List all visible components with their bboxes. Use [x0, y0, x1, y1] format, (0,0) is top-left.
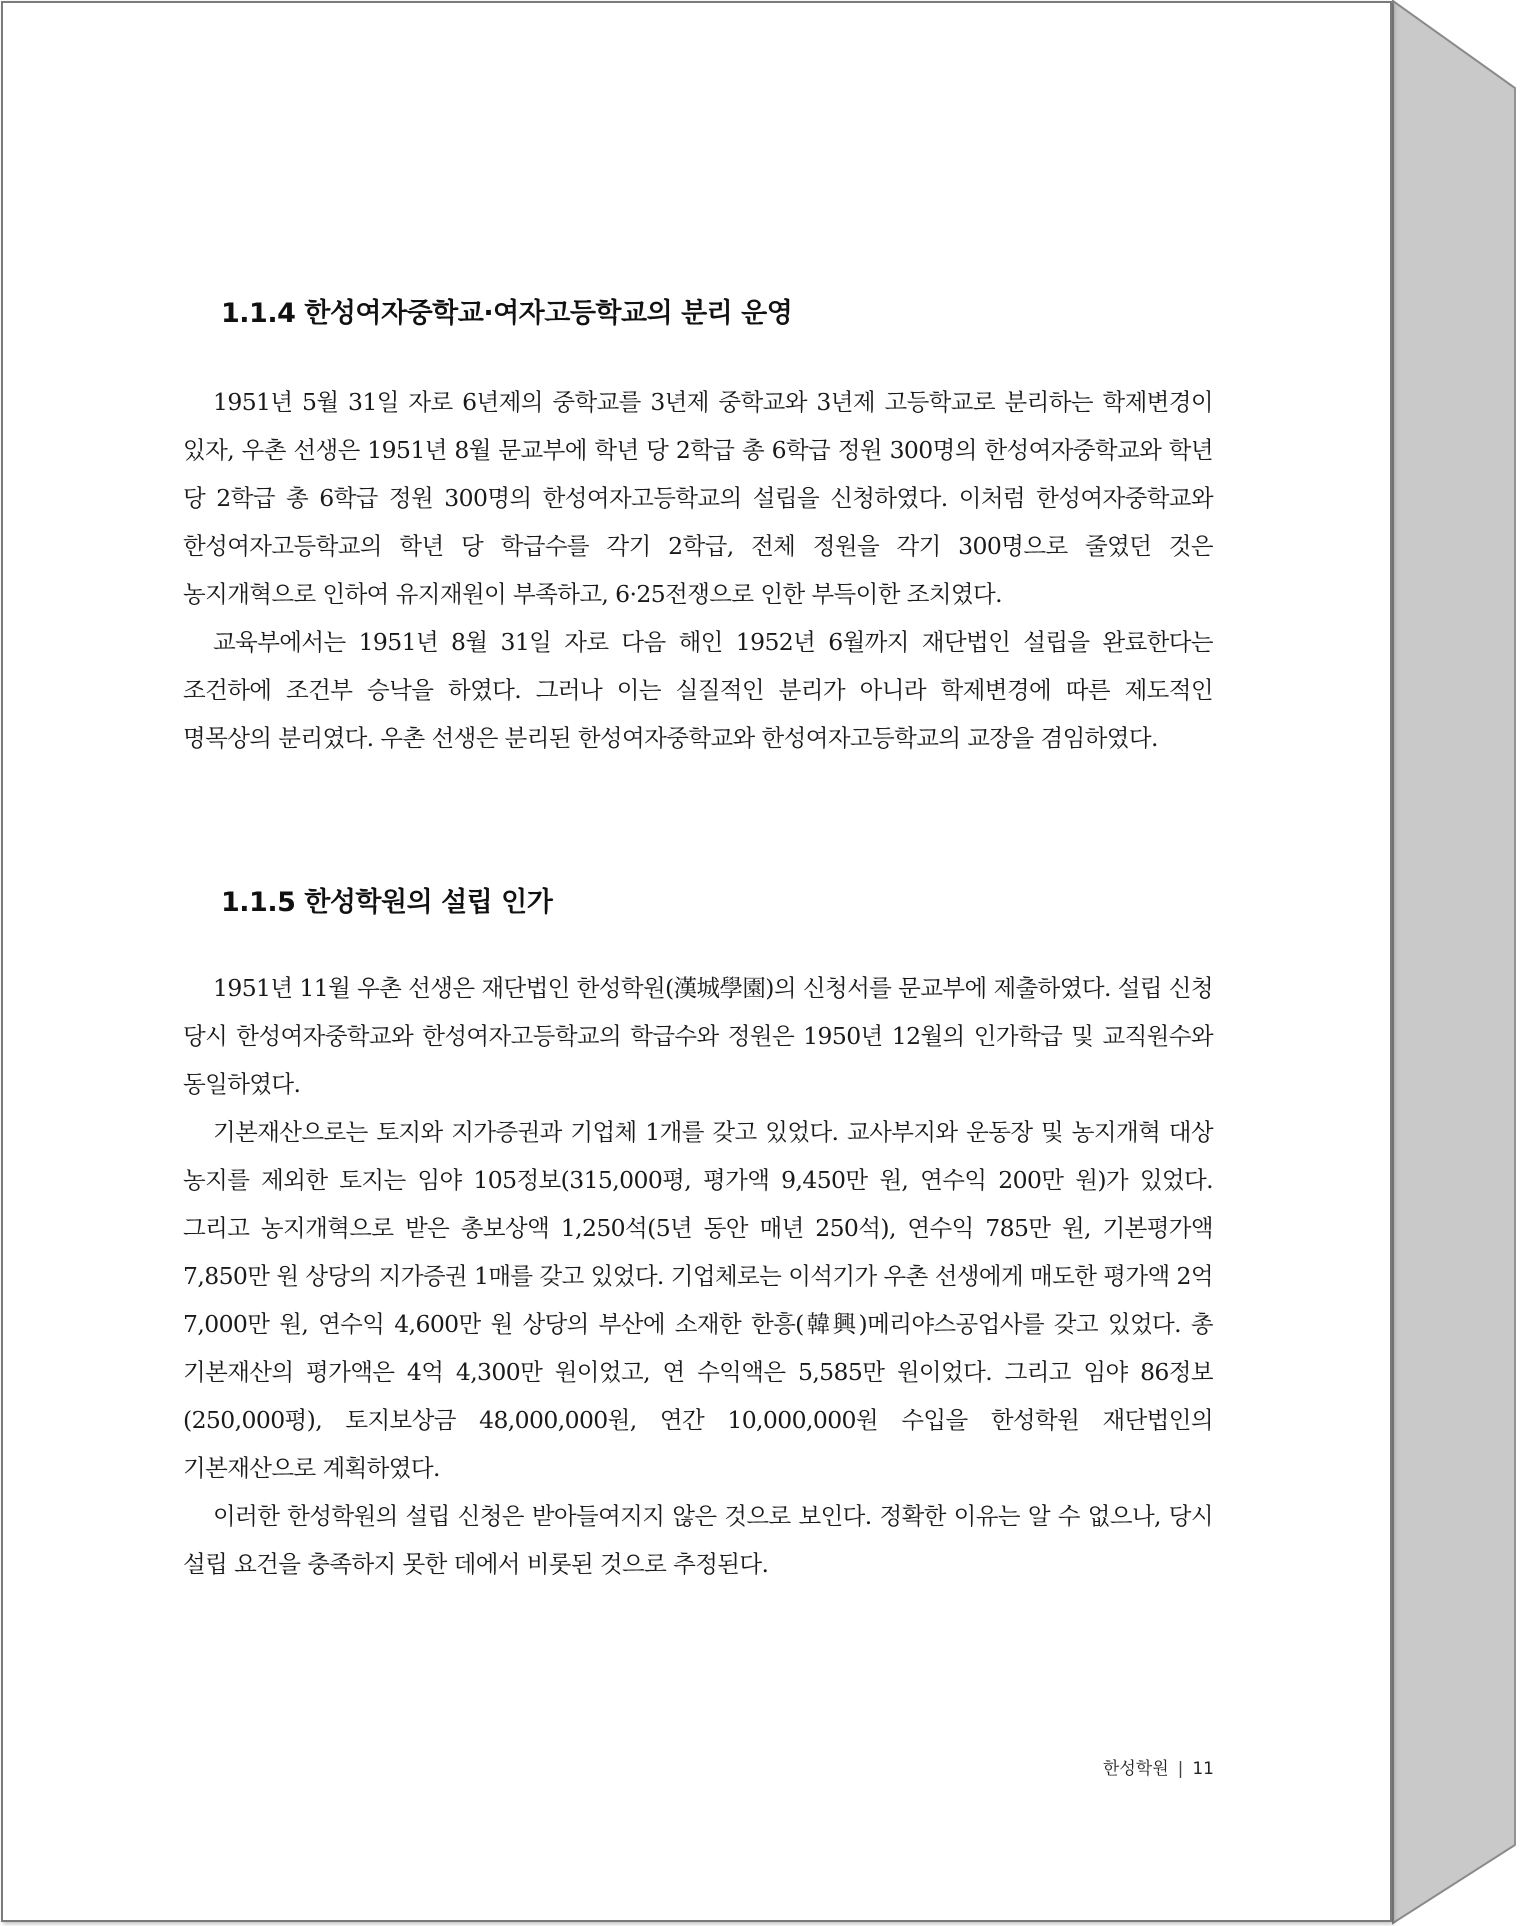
- page-stack-side-face: [1393, 1, 1515, 1923]
- section-1-1-5-body: [183, 964, 1213, 1588]
- paragraph: 기본재산으로는 토지와 지가증권과 기업체 1개를 갖고 있었다. 교사부지와 운동장 및 농지개혁 대상 농지를 제외한 토지는 임야 105정보(315,000평, 평가액 9,450만 원, 연수익 200만 원)가 있었다. 그리고 농지개혁으로 받은 총보상액 1,250석(5년 동안 매년 250석), 연수익 785만 원, 기본평가액 7,850만 원 상당의 지가증권 1매를 갖고 있었다. 기업체로는 이석기가 우촌 선생에게 매도한 평가액 2억 7,000만 원, 연수익 4,600만 원 상당의 부산에 소재한 한흥(韓興)메리야스공업사를 갖고 있었다. 총 기본재산의 평가액은 4억 4,300만 원이었고, 연 수익액은 5,585만 원이었다. 그리고 임야 86정보(250,000평), 토지보상금 48,000,000원, 연간 10,000,000원 수입을 한성학원 재단법인의 기본재산으로 계획하였다.: [183, 1118, 1213, 1482]
- paragraph: 1951년 11월 우촌 선생은 재단법인 한성학원(漢城學園)의 신청서를 문교부에 제출하였다. 설립 신청 당시 한성여자중학교와 한성여자고등학교의 학급수와 정원은 1950년 12월의 인가학급 및 교직원수와 동일하였다.: [183, 974, 1213, 1098]
- section-1-1-4-body: [183, 378, 1213, 762]
- document-page: [1, 1, 1392, 1922]
- section-heading-1-1-5: 1.1.5 한성학원의 설립 인가: [221, 887, 553, 918]
- page-number: 11: [1192, 1759, 1214, 1779]
- paragraph: 이러한 한성학원의 설립 신청은 받아들여지지 않은 것으로 보인다. 정확한 이유는 알 수 없으나, 당시 설립 요건을 충족하지 못한 데에서 비롯된 것으로 추정된다.: [183, 1502, 1213, 1578]
- footer-separator: |: [1177, 1759, 1184, 1779]
- paragraph: 교육부에서는 1951년 8월 31일 자로 다음 해인 1952년 6월까지 재단법인 설립을 완료한다는 조건하에 조건부 승낙을 하였다. 그러나 이는 실질적인 분리가 아니라 학제변경에 따른 제도적인 명목상의 분리였다. 우촌 선생은 분리된 한성여자중학교와 한성여자고등학교의 교장을 겸임하였다.: [183, 628, 1213, 752]
- section-heading-1-1-4: 1.1.4 한성여자중학교·여자고등학교의 분리 운영: [221, 298, 793, 329]
- paragraph: 1951년 5월 31일 자로 6년제의 중학교를 3년제 중학교와 3년제 고등학교로 분리하는 학제변경이 있자, 우촌 선생은 1951년 8월 문교부에 학년 당 2학급 총 6학급 정원 300명의 한성여자중학교와 학년 당 2학급 총 6학급 정원 300명의 한성여자고등학교의 설립을 신청하였다. 이처럼 한성여자중학교와 한성여자고등학교의 학년 당 학급수를 각기 2학급, 전체 정원을 각기 300명으로 줄였던 것은 농지개혁으로 인하여 유지재원이 부족하고, 6·25전쟁으로 인한 부득이한 조치였다.: [183, 388, 1213, 608]
- page-footer: [1103, 1754, 1214, 1779]
- footer-publication: 한성학원: [1102, 1759, 1169, 1779]
